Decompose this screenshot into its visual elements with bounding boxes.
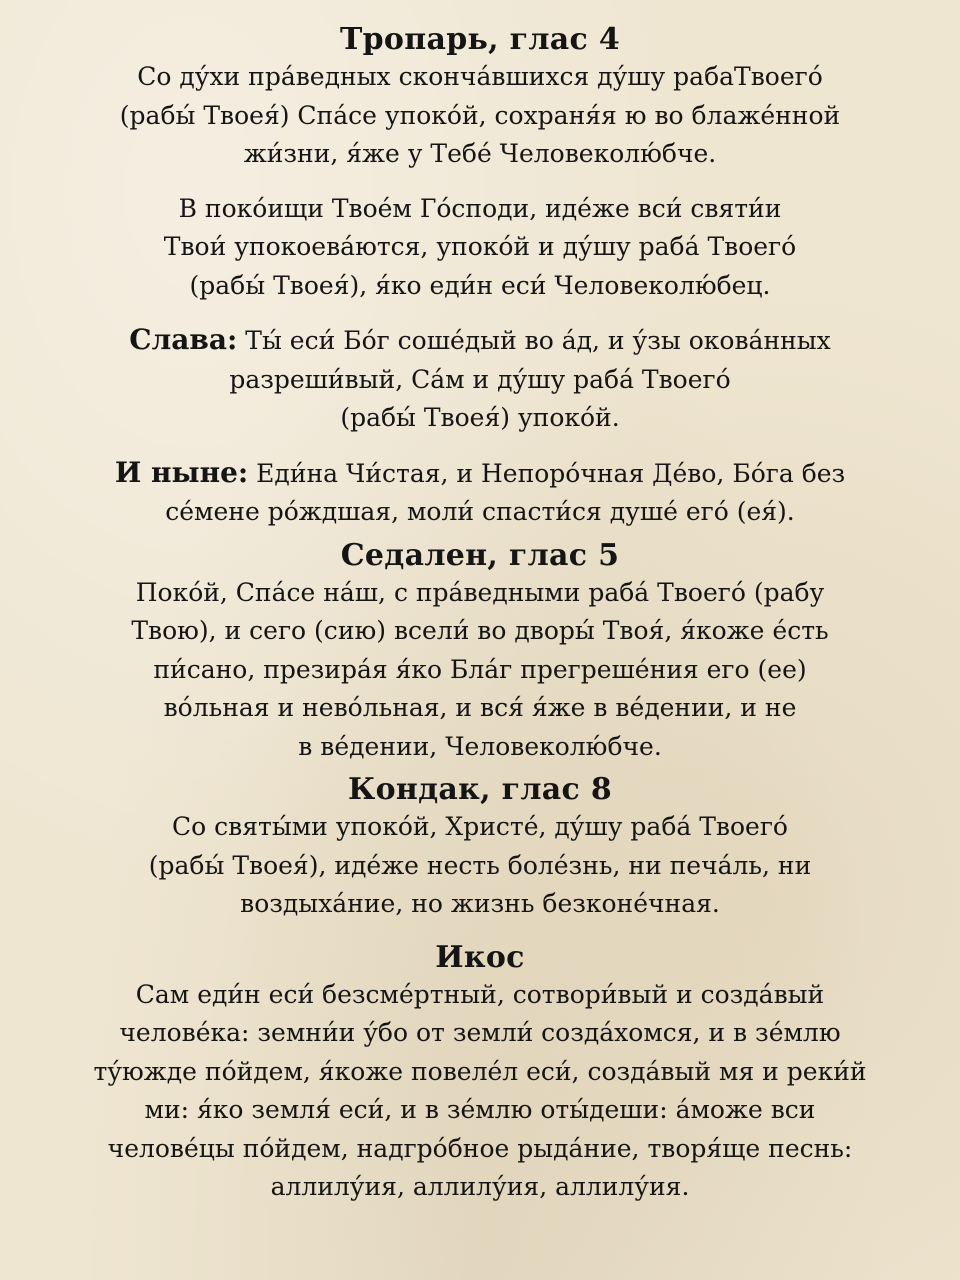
text-line: Сам еди́н еси́ безсме́ртный, сотвори́вый и созда́вый [135, 979, 825, 1009]
text-line: ту́южде по́йдем, я́коже повеле́л еси́, созда́вый мя и реки́й [93, 1056, 867, 1086]
text-line: Ты́ еси́ Бо́г соше́дый во а́д, и у́зы окова́нных [237, 326, 831, 355]
text-line: Еди́на Чи́стая, и Непоро́чная Де́во, Бо́га без [248, 458, 846, 488]
slava-paragraph [14, 321, 946, 438]
text-line: челове́цы по́йдем, надгро́бное рыда́ние, творя́ще песнь: [107, 1133, 853, 1163]
text-line: Твои́ упокоева́ются, упоко́й и ду́шу раба́ Твоего́ [163, 232, 797, 261]
text-line: в ве́дении, Человеколю́бче. [298, 731, 662, 761]
text-line: (рабы́ Твоея́), я́ко еди́н еси́ Человеколю́бец. [189, 270, 771, 300]
text-line: (рабы́ Твоея́) упоко́й. [340, 403, 620, 432]
slava-section [14, 321, 946, 438]
tropar-paragraph-2 [14, 190, 946, 306]
text-line: воздыха́ние, но жизнь безконе́чная. [240, 889, 720, 918]
text-line: В поко́ищи Твое́м Го́споди, иде́же вси́ святи́и [178, 193, 782, 223]
kondak-section [14, 772, 946, 924]
text-line: Поко́й, Спа́се на́ш, с пра́ведными раба́ Твоего́ (рабу [135, 577, 825, 607]
text-line: аллилу́ия, аллилу́ия, аллилу́ия. [270, 1172, 690, 1201]
sedalen-paragraph [14, 574, 946, 767]
text-line: ми: я́ко земля́ еси́, и в зе́млю оты́деши: а́може вси [144, 1095, 816, 1124]
text-line: Твою), и сего (сию) всели́ во дворы́ Твоя́, я́коже е́сть [131, 616, 829, 645]
text-line: (рабы́ Твоея́) Спа́се упоко́й, сохраня́я ю во блаже́нной [119, 100, 841, 130]
tropar-paragraph-1 [14, 58, 946, 174]
sedalen-heading: Седален, глас 5 [340, 537, 620, 573]
text-line: жи́зни, я́же у Тебе́ Человеколю́бче. [243, 139, 717, 168]
ikos-heading: Икос [435, 939, 525, 975]
tropar-section [14, 22, 946, 305]
text-line: (рабы́ Твоея́), иде́же несть боле́знь, ни печа́ль, ни [148, 850, 812, 880]
i-nyne-section [14, 454, 946, 532]
text-line: се́мене ро́ждшая, моли́ спасти́ся душе́ его́ (ея́). [165, 497, 795, 526]
i-nyne-paragraph [14, 454, 946, 532]
text-line: пи́сано, презира́я я́ко Бла́г прегреше́ния его (ее) [153, 654, 807, 684]
text-line: Со ду́хи пра́ведных сконча́вшихся ду́шу рабаТвоего́ [137, 62, 823, 91]
text-line: разреши́вый, Са́м и ду́шу раба́ Твоего́ [229, 364, 731, 394]
i-nyne-label: И ныне: [114, 455, 249, 489]
text-line: челове́ка: земни́и у́бо от земли́ созда́хомся, и в зе́млю [119, 1018, 841, 1047]
text-line: Со святы́ми упоко́й, Христе́, ду́шу раба́ Твоего́ [172, 812, 788, 841]
ikos-paragraph [14, 976, 946, 1207]
slava-label: Слава: [129, 323, 238, 356]
ikos-section [14, 940, 946, 1207]
kondak-paragraph [14, 808, 946, 924]
text-line: во́льная и нево́льная, и вся́ я́же в ве́дении, и не [163, 693, 797, 722]
sedalen-section [14, 538, 946, 767]
tropar-heading: Тропарь, глас 4 [340, 22, 620, 57]
kondak-heading: Кондак, глас 8 [347, 772, 612, 807]
